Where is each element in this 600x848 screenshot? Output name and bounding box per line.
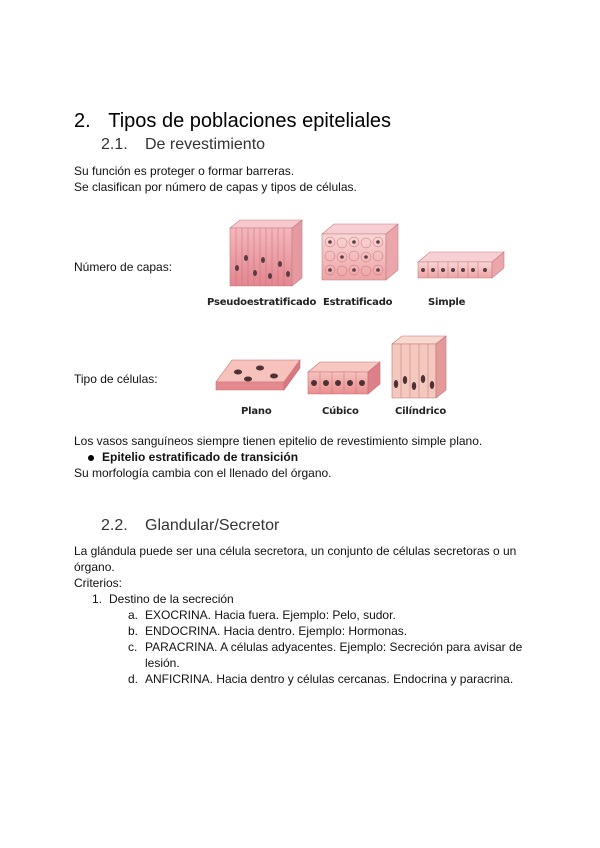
caption-plano: Plano [241,406,272,417]
sublist-text: ANFICRINA. Hacia dentro y células cercanas. Endocrina y paracrina. [145,672,514,686]
sublist-item-exocrina [128,607,396,623]
subsection-heading-glandular [101,517,280,535]
list-item-destino [92,591,234,607]
simple-icon [418,252,504,278]
flat-cell-icon [216,360,300,390]
caption-estratificado: Estratificado [323,297,393,308]
stratified-icon [322,224,398,280]
sublist-item-anficrina [128,671,514,687]
sublist-item-paracrina-cont: lesión. [145,656,180,670]
subsection-number: 2.1. [101,136,128,153]
cylindrical-cell-icon [392,336,446,398]
label-tipo-celulas: Tipo de células: [74,372,158,386]
section-heading [74,110,391,133]
paragraph-glandula-1: La glándula puede ser una célula secretora, un conjunto de células secretoras o un [74,544,517,558]
sublist-letter: a. [128,608,139,622]
sublist-item-endocrina [128,623,408,639]
list-text: Destino de la secreción [109,592,234,606]
caption-pseudoestratificado: Pseudoestratificado [207,297,317,308]
paragraph-clasifican: Se clasifican por número de capas y tipos de células. [74,180,357,194]
cell-types-illustration [210,332,460,404]
bullet-icon [88,455,94,461]
paragraph-funcion: Su función es proteger o formar barreras. [74,164,295,178]
paragraph-morfologia: Su morfología cambia con el llenado del órgano. [74,466,332,480]
sublist-letter: b. [128,624,139,638]
pseudostratified-icon [230,220,302,286]
subsection-heading-revestimiento [101,136,266,154]
section-number: 2. [74,110,91,132]
caption-cilindrico: Cilíndrico [395,406,447,417]
paragraph-vasos: Los vasos sanguíneos siempre tienen epitelio de revestimiento simple plano. [74,434,483,448]
caption-simple: Simple [428,297,466,308]
sublist-text: PARACRINA. A células adyacentes. Ejemplo: Secreción para avisar de [145,640,523,654]
bullet-item-transicion [88,449,298,465]
sublist-item-paracrina [128,639,523,655]
sublist-text: EXOCRINA. Hacia fuera. Ejemplo: Pelo, sudor. [145,608,396,622]
paragraph-criterios: Criterios: [74,576,123,590]
list-number: 1. [92,592,103,606]
cubic-cell-icon [308,362,380,394]
subsection-title: Glandular/Secretor [145,517,280,534]
subsection-number: 2.2. [101,517,128,534]
sublist-letter: c. [128,640,138,654]
sublist-text: ENDOCRINA. Hacia dentro. Ejemplo: Hormonas. [145,624,408,638]
label-numero-capas: Número de capas: [74,260,173,274]
subsection-title: De revestimiento [145,136,266,153]
paragraph-glandula-2: órgano. [74,560,115,574]
sublist-letter: d. [128,672,139,686]
caption-cubico: Cúbico [322,406,359,417]
section-title: Tipos de poblaciones epiteliales [108,110,392,132]
bullet-text: Epitelio estratificado de transición [102,450,299,464]
